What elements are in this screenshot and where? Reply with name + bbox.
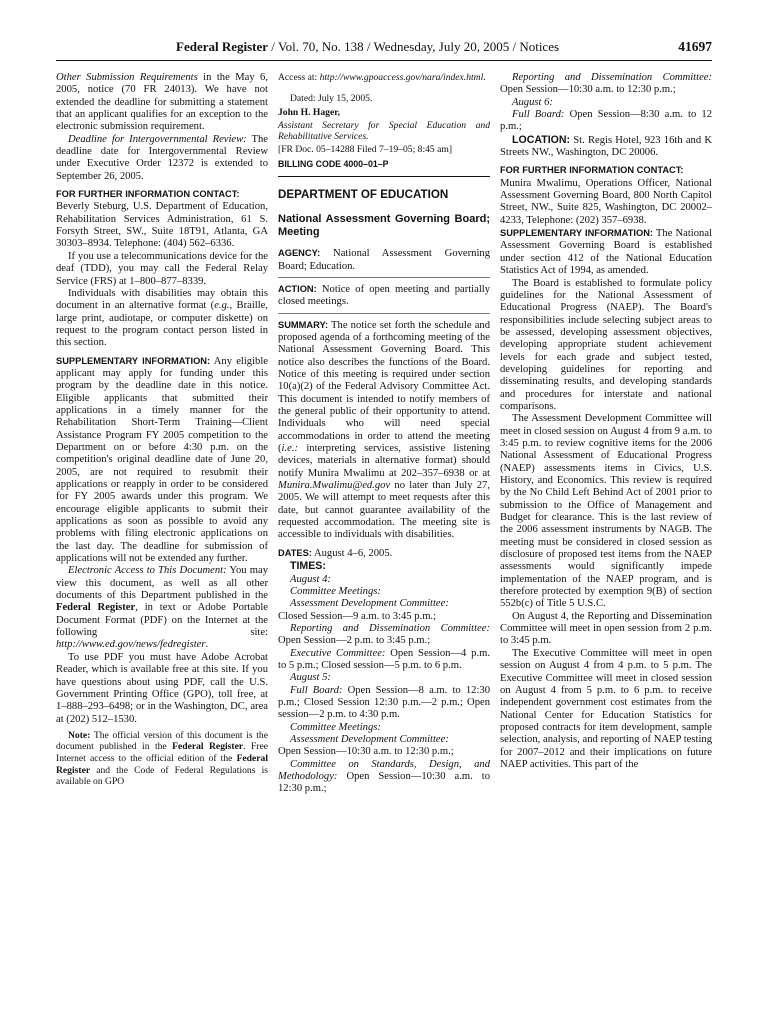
section-label: AGENCY: bbox=[278, 248, 321, 259]
section-label: FOR FURTHER INFORMATION CONTACT: bbox=[56, 189, 240, 200]
schedule-item: Executive Committee: Open Session—4 p.m. to 5 p.m.; Closed session—5 p.m. to 6 p.m. bbox=[278, 647, 490, 671]
email-link[interactable]: Munira.Mwalimu@ed.gov bbox=[278, 480, 391, 492]
schedule-day: August 6: bbox=[512, 96, 553, 108]
section-label: SUPPLEMENTARY INFORMATION: bbox=[56, 355, 211, 366]
schedule-item: Closed Session—9 a.m. to 3:45 p.m.; bbox=[278, 610, 437, 622]
billing-code: BILLING CODE 4000–01–P bbox=[278, 158, 389, 169]
schedule-item: Reporting and Dissemination Committee: Open Session—2 p.m. to 3:45 p.m.; bbox=[278, 622, 490, 647]
section-label: SUPPLEMENTARY INFORMATION: bbox=[500, 228, 653, 239]
schedule-item: Committee on Standards, Design, and Methodology: Open Session—10:30 a.m. to 12:30 p.m.; bbox=[278, 758, 490, 795]
section-label: FOR FURTHER INFORMATION CONTACT: bbox=[500, 165, 684, 176]
schedule-day: August 4: bbox=[290, 573, 331, 585]
section-divider bbox=[278, 176, 490, 177]
paragraph: Electronic Access to This Document: You may view this document, as well as all other documents of this Department published in the Federal Register, in text or Adobe Portable Document Format (PDF) on the Internet at the following site: http://www.ed.gov/news/fedregister. bbox=[56, 565, 268, 651]
schedule-heading: Committee Meetings: bbox=[290, 721, 381, 733]
schedule-day: August 5: bbox=[290, 672, 331, 684]
schedule-item: Assessment Development Committee: bbox=[290, 598, 449, 610]
page-number: 41697 bbox=[678, 39, 712, 54]
schedule-item: Full Board: Open Session—8 a.m. to 12:30 p.m.; Closed Session 12:30 p.m.—2 p.m.; Open session—2 p.m. to 4:30 p.m. bbox=[278, 684, 490, 721]
contact-section: FOR FURTHER INFORMATION CONTACT: Beverly Steburg, U.S. Department of Education, Rehabilitation Services Administration, 61 S. Forsyth Street, SW., Suite 18T91, Atlanta, GA 30303–8934. Telephone: (404) 562–6336. bbox=[56, 189, 268, 250]
section-label: ACTION: bbox=[278, 283, 317, 294]
paragraph: Individuals with disabilities may obtain this document in an alternative format (e.g., Braille, large print, audiotape, or computer diskette) on request to the program contact person listed in this section. bbox=[56, 287, 268, 349]
department-heading: DEPARTMENT OF EDUCATION bbox=[278, 187, 449, 201]
column-3 bbox=[500, 72, 712, 771]
paragraph: The Assessment Development Committee will meet in closed session on August 4 from 9 a.m. to 3:45 p.m. to review cognitive items for the 2006 National Assessment of Educational Progress (NAEP) assessments items in Civics, U.S. History, and Economics. This review is required by the No Child Left Behind Act of 2001 prior to submission to the Office of Management and Budget for clearance. This is the last review of the 2006 assessment instruments by NAGB. The meeting must be considered in closed session as disclosure of proposed test items from the NAEP assessments would significantly impede implementation of the NAEP program, and is therefore protected by exemption 9(B) of section 552b(c) of Title 5 U.S.C. bbox=[500, 413, 712, 610]
paragraph: On August 4, the Reporting and Dissemination Committee will meet in open session from 2 p.m. to 3:45 p.m. bbox=[500, 610, 712, 647]
note: Note: The official version of this document is the document published in the Federal Register. Free Internet access to the official edition of the Federal Register and the Code of Federal Regulations is available on GPO bbox=[56, 729, 269, 788]
dates-line: DATES: August 4–6, 2005. bbox=[278, 547, 393, 559]
signer-title: Assistant Secretary for Special Education and Rehabilitative Services. bbox=[278, 119, 490, 143]
url-link[interactable]: http://www.gpoaccess.gov/nara/index.html bbox=[319, 72, 484, 83]
location-line: LOCATION: St. Regis Hotel, 923 16th and K Streets NW., Washington, DC 20006. bbox=[500, 133, 712, 159]
supplementary-section: SUPPLEMENTARY INFORMATION: Any eligible applicant may apply for funding under this program by the deadline date in this notice. Eligible applicants that submitted their applications in a timely manner for the Rehabilitation Short-Term Training—Client Assistance Program FY 2005 competition to the Department on or before 4:30 p.m. on the competition's original deadline date of June 20, 2005, are not required to resubmit their applications or reapply in order to be considered for FY 2005 awards under this program. We encourage eligible applicants to submit their applications as soon as possible to avoid any problems with filing electronic applications on the last day. The deadline for submission of applications will not be extended any further. bbox=[56, 355, 268, 565]
section-label: LOCATION: bbox=[512, 133, 571, 146]
url-link[interactable]: http://www.ed.gov/news/fedregister bbox=[56, 639, 206, 651]
schedule-item: Reporting and Dissemination Committee: Open Session—10:30 a.m. to 12:30 p.m.; bbox=[500, 72, 712, 96]
section-label: SUMMARY: bbox=[278, 319, 329, 330]
agency-line: AGENCY: National Assessment Governing Board; Education. bbox=[278, 248, 490, 272]
schedule-item: Assessment Development Committee: bbox=[290, 733, 449, 745]
supplementary-section: SUPPLEMENTARY INFORMATION: The National Assessment Governing Board is established under section 412 of the National Education Statistics Act of 1994, as amended. bbox=[500, 228, 712, 277]
issue-meta: Vol. 70, No. 138 / Wednesday, July 20, 2005 / Notices bbox=[277, 39, 560, 54]
paragraph: The Executive Committee will meet in open session on August 4 from 4 p.m. to 5 p.m. The Executive Committee will meet in closed session on August 4 from 5 p.m. to 6 p.m. to receive independent government cost estimates from the National Center for Education Statistics for proposed contracts for item development, sample selection, analysis, and reporting of NAEP testing for 2007–2012 and their implications on future NAEP activities. This part of the bbox=[500, 647, 712, 770]
paragraph: Deadline for Intergovernmental Review: The deadline date for Intergovernmental Review under Executive Order 12372 is extended to September 26, 2005. bbox=[56, 133, 268, 182]
paragraph: Other Submission Requirements in the May 6, 2005, notice (70 FR 24013). We have not extended the deadline for submitting a statement that an applicant qualifies for an exception to the electronic submission requirement. bbox=[56, 72, 269, 133]
signer: John H. Hager, bbox=[278, 107, 341, 119]
column-1 bbox=[56, 72, 268, 788]
page-header bbox=[56, 39, 712, 61]
section-label: DATES: bbox=[278, 547, 312, 558]
header-rule bbox=[56, 60, 712, 61]
paragraph: The Board is established to formulate policy guidelines for the National Assessment of Educational Progress (NAEP). The Board's responsibilities include selecting subject areas to be assessed, developing assessment objectives, developing appropriate student achievement levels for each grade and subject tested, developing guidelines for reporting and disseminating results, and developing standards and procedures for interstate and national comparisons. bbox=[500, 277, 712, 412]
dated-line: Dated: July 15, 2005. bbox=[290, 92, 373, 104]
fr-doc: [FR Doc. 05–14288 Filed 7–19–05; 8:45 am] bbox=[278, 143, 453, 155]
paragraph: To use PDF you must have Adobe Acrobat Reader, which is available free at this site. If you have questions about using PDF, call the U.S. Government Printing Office (GPO), toll free, at 1–888–293–6498; or in the Washington, DC, area at (202) 512–1530. bbox=[56, 651, 268, 725]
running-head: Federal Register / Vol. 70, No. 138 / Wednesday, July 20, 2005 / Notices bbox=[176, 39, 560, 54]
summary-section: SUMMARY: The notice set forth the schedule and proposed agenda of a forthcoming meeting of the National Assessment Governing Board. This notice also describes the functions of the Board. Notice of this meeting is required under section 10(a)(2) of the Federal Advisory Committee Act. This document is intended to notify members of the general public of their opportunity to attend. Individuals who will need special accommodations in order to attend the meeting (i.e.: interpreting services, assistive listening devices, materials in alternative format) should notify Munira Mwalimu at 202–357–6938 or at Munira.Mwalimu@ed.gov no later than July 27, 2005. We will attempt to meet requests after this date, but cannot guarantee availability of the requested accommodation. The meeting site is accessible to individuals with disabilities. bbox=[278, 319, 490, 541]
action-line: ACTION: Notice of open meeting and partially closed meetings. bbox=[278, 283, 490, 308]
contact-section: FOR FURTHER INFORMATION CONTACT: Munira Mwalimu, Operations Officer, National Assessment Governing Board, 800 North Capitol Street, NW., Suite 825, Washington, DC 20002–4233, Telephone: (202) 357–6938. bbox=[500, 165, 712, 226]
paragraph: Access at: http://www.gpoaccess.gov/nara/index.html. bbox=[278, 72, 486, 83]
column-2 bbox=[278, 72, 490, 796]
notice-title: National Assessment Governing Board; Meeting bbox=[278, 213, 490, 239]
schedule-item: Open Session—10:30 a.m. to 12:30 p.m.; bbox=[278, 746, 454, 758]
times-label: TIMES: bbox=[290, 560, 326, 573]
divider bbox=[278, 277, 490, 278]
schedule-item: Full Board: Open Session—8:30 a.m. to 12 p.m.; bbox=[500, 109, 712, 133]
journal-name: Federal Register bbox=[176, 39, 269, 54]
paragraph: If you use a telecommunications device for the deaf (TDD), you may call the Federal Relay Service (FRS) at 1–800–877–8339. bbox=[56, 250, 268, 287]
schedule-heading: Committee Meetings: bbox=[290, 585, 381, 597]
divider bbox=[278, 313, 490, 314]
